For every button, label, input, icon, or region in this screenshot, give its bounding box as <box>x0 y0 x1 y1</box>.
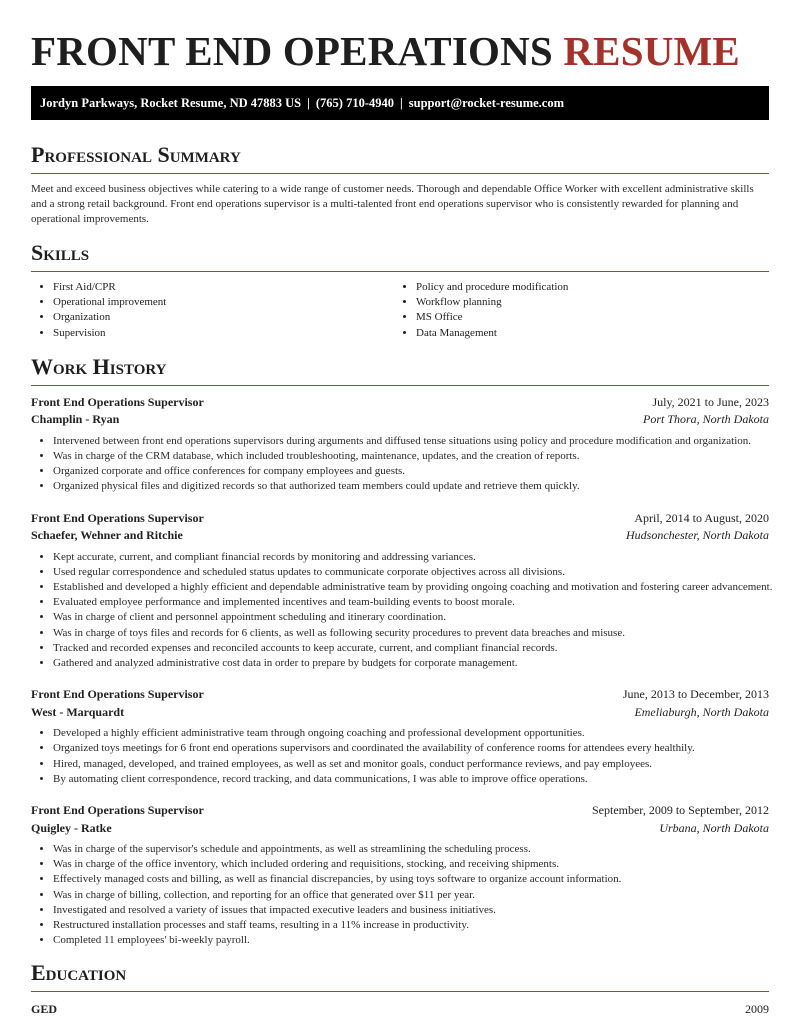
job-subheader <box>31 527 769 545</box>
job-subheader <box>31 704 769 722</box>
education-degree: GED <box>31 1002 58 1017</box>
job-bullet: • Was in charge of client and personnel appointment scheduling and itinerary coordination. <box>53 610 769 625</box>
job-bullets <box>31 550 773 672</box>
job-header <box>31 510 769 528</box>
job-location: Emeliaburgh, North Dakota <box>634 704 769 719</box>
education-rule <box>31 991 769 992</box>
job-bullet: • Was in charge of billing, collection, and reporting for an office that generated over $11 per year. <box>53 888 769 903</box>
job-dates: June, 2013 to December, 2013 <box>622 687 769 702</box>
skill-item: • MS Office <box>416 310 757 325</box>
title-main: FRONT END OPERATIONS <box>31 28 553 74</box>
contact-email: support@rocket-resume.com <box>408 96 565 110</box>
contact-bar <box>31 86 769 120</box>
job-location: Port Thora, North Dakota <box>642 412 769 427</box>
contact-phone: (765) 710-4940 <box>315 96 394 110</box>
skill-item: • Policy and procedure modification <box>416 280 757 295</box>
job-company: Quigley - Ratke <box>31 820 112 835</box>
skills-list <box>31 280 769 341</box>
title-accent: RESUME <box>563 28 740 74</box>
job-bullet: • By automating client correspondence, record tracking, and data communications, I was able to improve office operations. <box>53 772 769 787</box>
skills-rule <box>31 271 769 272</box>
page-title <box>31 0 769 82</box>
job-bullet: • Restructured installation processes and staff teams, resulting in a 11% increase in productivity. <box>53 918 769 933</box>
job-header <box>31 802 769 820</box>
contact-address: Jordyn Parkways, Rocket Resume, ND 47883 US <box>40 96 302 110</box>
job-location: Hudsonchester, North Dakota <box>626 528 769 543</box>
job-entry <box>31 394 769 495</box>
job-bullet: • Organized physical files and digitized records so that authorized team members could update and retrieve them quickly. <box>53 479 769 494</box>
job-dates: April, 2014 to August, 2020 <box>634 510 769 525</box>
summary-rule <box>31 173 769 174</box>
job-bullet: • Organized corporate and office conferences for company employees and guests. <box>53 464 769 479</box>
summary-heading: Professional Summary <box>31 142 241 167</box>
skill-item: • Supervision <box>53 326 394 341</box>
job-company: Schaefer, Wehner and Ritchie <box>31 528 183 543</box>
skill-item: • Organization <box>53 310 394 325</box>
summary-text: Meet and exceed business objectives while catering to a wide range of customer needs. Thorough and dependable Office Worker with excellent administrative skills and a strong retail background. Front end operations supervisor is a multi-talented front end operations supervisor who is consistently rewarded for planning and operational improvements. <box>31 183 754 226</box>
job-title: Front End Operations Supervisor <box>31 510 204 525</box>
skill-item: • Data Management <box>416 326 757 341</box>
job-title: Front End Operations Supervisor <box>31 394 204 409</box>
job-bullet: • Kept accurate, current, and compliant financial records by monitoring and addressing variances. <box>53 550 769 565</box>
job-bullet: • Was in charge of toys files and records for 6 clients, as well as following security procedures to prevent data breaches and misuse. <box>53 626 769 641</box>
job-company: West - Marquardt <box>31 704 125 719</box>
job-title: Front End Operations Supervisor <box>31 687 204 702</box>
job-bullet: • Used regular correspondence and scheduled status updates to communicate corporate objectives across all divisions. <box>53 565 769 580</box>
skills-heading: Skills <box>31 239 90 265</box>
skill-item: • First Aid/CPR <box>53 280 394 295</box>
job-header <box>31 394 769 412</box>
job-bullet: • Was in charge of the CRM database, which included troubleshooting, maintenance, updates, and the creation of reports. <box>53 449 769 464</box>
job-subheader <box>31 411 769 429</box>
job-entry <box>31 802 769 948</box>
job-bullet: • Tracked and recorded expenses and reconciled accounts to keep accurate, current, and compliant financial records. <box>53 641 769 656</box>
job-bullet: • Developed a highly efficient administrative team through ongoing coaching and professional development opportunities. <box>53 726 769 741</box>
job-bullet: • Intervened between front end operations supervisors during arguments and diffused tense situations using policy and procedure modification and organization. <box>53 434 769 449</box>
job-bullet: • Organized toys meetings for 6 front end operations supervisors and coordinated the availability of conference rooms for attendees every healthily. <box>53 741 769 756</box>
contact-separator: | <box>400 96 403 110</box>
work-heading: Work History <box>31 353 167 379</box>
education-year: 2009 <box>745 1002 769 1017</box>
contact-separator: | <box>307 96 310 110</box>
job-bullets <box>31 434 769 495</box>
job-bullets <box>31 726 769 787</box>
job-bullet: • Effectively managed costs and billing, as well as financial discrepancies, by using toys software to organize account information. <box>53 872 769 887</box>
job-bullets <box>31 842 769 948</box>
job-bullet: • Investigated and resolved a variety of issues that impacted executive leaders and business initiatives. <box>53 903 769 918</box>
job-company: Champlin - Ryan <box>31 412 120 427</box>
skill-item: • Workflow planning <box>416 295 757 310</box>
job-bullet: • Hired, managed, developed, and trained employees, as well as set and monitor goals, conduct performance reviews, and pay employees. <box>53 757 769 772</box>
skill-item: • Operational improvement <box>53 295 394 310</box>
job-entry <box>31 510 773 672</box>
job-bullet: • Gathered and analyzed administrative cost data in order to prepare by budgets for corporate management. <box>53 656 769 671</box>
job-title: Front End Operations Supervisor <box>31 803 204 818</box>
job-dates: September, 2009 to September, 2012 <box>591 803 769 818</box>
job-subheader <box>31 820 769 838</box>
job-bullet: • Completed 11 employees' bi-weekly payroll. <box>53 933 769 948</box>
job-bullet: • Was in charge of the office inventory, which included ordering and requisitions, stocking, and receiving shipments. <box>53 857 769 872</box>
job-bullet: • Established and developed a highly efficient and dependable administrative team by providing ongoing coaching and motivation and fostering career advancement. <box>53 580 769 595</box>
job-entry <box>31 686 769 787</box>
education-heading: Education <box>31 960 127 986</box>
education-entry <box>31 1001 769 1018</box>
job-bullet: • Evaluated employee performance and implemented incentives and team-building events to boost morale. <box>53 595 769 610</box>
work-rule <box>31 385 769 386</box>
job-dates: July, 2021 to June, 2023 <box>652 394 769 409</box>
skills-right-column <box>394 280 757 341</box>
job-header <box>31 686 769 704</box>
job-bullet: • Was in charge of the supervisor's schedule and appointments, as well as streamlining the scheduling process. <box>53 842 769 857</box>
skills-left-column <box>31 280 394 341</box>
job-location: Urbana, North Dakota <box>659 820 769 835</box>
